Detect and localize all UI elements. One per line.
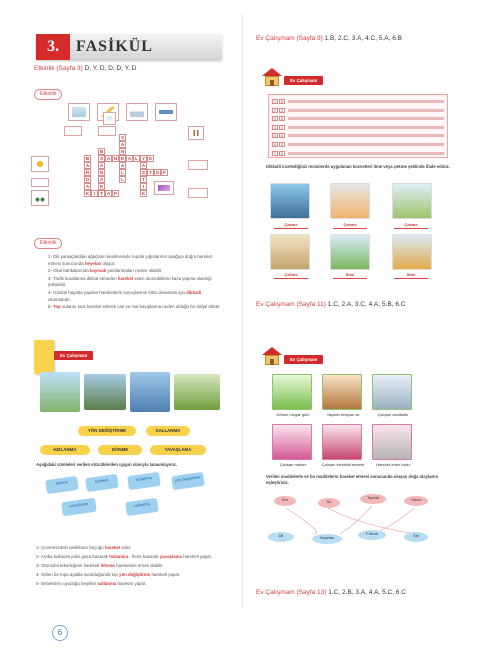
ev11-answers: 1.C, 2.A, 3.C, 4.A, 5.B, 6.C — [327, 301, 406, 308]
crossword-cell — [126, 162, 133, 169]
crossword-cell[interactable]: A — [120, 142, 125, 147]
statement-text-line — [288, 134, 444, 137]
ev13-answers: 1.C, 2.B, 3.A, 4.A, 5.C, 6.C — [328, 589, 406, 596]
crossword-cell — [112, 141, 119, 148]
chapter-banner — [36, 34, 222, 60]
fill-answer: yön değiştirme — [119, 572, 151, 577]
statement-number: 6 — [272, 142, 278, 147]
crossword-cell — [140, 141, 147, 148]
fill-text: 2- Araba kullanan polis gaza basarak — [36, 554, 110, 559]
crossword-cell[interactable]: K — [85, 191, 90, 196]
picture-mixer — [272, 424, 312, 460]
sentence-text: yandanmaları neden olabilir. — [106, 268, 163, 274]
ev-calismam-tab-2: Ev Çalışmam — [284, 355, 323, 364]
caption-row1-2: Çekme — [333, 222, 367, 229]
sentence-text: eden otomobillerin kaza yapma olasılığı yüksektir. — [48, 275, 212, 288]
statement-mark[interactable]: D — [280, 151, 284, 156]
statement-row — [272, 98, 444, 105]
crossword-cell — [168, 155, 175, 162]
crossword-cell[interactable]: S — [99, 156, 104, 161]
matter-bubble: Kar — [274, 496, 296, 506]
page-number: 6 — [52, 625, 68, 641]
crossword-cell — [168, 162, 175, 169]
crossword-cell — [161, 155, 168, 162]
picture-pulling-2 — [330, 183, 370, 219]
sentence-answer: hareket — [117, 275, 134, 281]
statement-mark[interactable]: D — [280, 134, 284, 139]
picture-pushing-2 — [392, 234, 432, 270]
statement-number: 5 — [272, 133, 278, 138]
crossword-cell — [154, 190, 161, 197]
ev9-answer-line — [256, 35, 402, 42]
crossword-cell — [126, 134, 133, 141]
sentence-text: oluşur. — [101, 260, 116, 266]
crossword-cell — [126, 169, 133, 176]
answer-box[interactable] — [31, 178, 49, 187]
crossword-cell[interactable]: A — [141, 163, 146, 168]
crossword-cell[interactable]: A — [106, 156, 111, 161]
answer-box[interactable] — [188, 160, 208, 170]
crossword-cell — [168, 134, 175, 141]
chapter-number: 3. — [36, 34, 70, 60]
crossword-cell[interactable]: A — [120, 163, 125, 168]
etkinlik-answers: D, Y, D, D, D, Y, D — [84, 65, 137, 72]
crossword-cell[interactable]: O — [155, 170, 160, 175]
crossword-cell[interactable]: T — [140, 176, 147, 183]
ev13-answer-line — [256, 589, 406, 596]
crossword-cell[interactable]: L — [119, 169, 126, 176]
statement-row — [272, 115, 444, 122]
statement-number: 2 — [272, 108, 278, 113]
photo-field — [174, 374, 220, 410]
crossword-cell — [161, 141, 168, 148]
crossword-cell[interactable]: S — [120, 135, 125, 140]
crossword-cell — [168, 148, 175, 155]
crossword-cell — [126, 176, 133, 183]
house-icon — [262, 347, 282, 365]
ev13-label: Ev Çalışmam (Sayfa 13) — [256, 589, 327, 596]
crossword-cell — [154, 176, 161, 183]
crossword-cell[interactable]: F — [161, 169, 168, 176]
crossword-cell — [98, 134, 105, 141]
sentence-text: 4- Günlük hayatta yapılan hareketlerin sonuçlarının kötü olmaması için — [48, 289, 187, 295]
house-icon — [262, 68, 282, 86]
fill-answer: sallanma — [97, 581, 117, 586]
bed-picture — [126, 103, 148, 121]
ev11-answer-line — [256, 301, 405, 308]
sentence-answer: dikkatli — [186, 289, 202, 295]
crossword-cell[interactable]: A — [99, 177, 104, 182]
crossword-cell — [105, 141, 112, 148]
crossword-cell — [147, 176, 154, 183]
statement-panel — [268, 94, 448, 158]
answer-box[interactable] — [64, 126, 82, 136]
crossword-cell[interactable]: N — [113, 156, 118, 161]
crossword-cell — [119, 190, 126, 197]
statement-number: 1 — [272, 99, 278, 104]
statement-mark[interactable]: D — [280, 143, 284, 147]
statement-text-line — [288, 152, 444, 155]
crossword-cell — [119, 183, 126, 190]
grid-caption: Yaydan fırlayan ok — [326, 412, 360, 417]
crossword-cell[interactable]: D — [85, 177, 90, 182]
crossword-cell — [154, 155, 161, 162]
matter-bubble: Su — [318, 498, 340, 508]
word-card: hareket — [85, 474, 119, 492]
crossword-cell[interactable]: B — [85, 156, 90, 161]
crossword-cell — [161, 183, 168, 190]
fill-text: , frene basarak — [128, 554, 160, 559]
crossword-cell[interactable]: Y — [141, 156, 146, 161]
grid-caption: Çalışan elektrikli testere — [321, 462, 365, 467]
photo-bicycle — [84, 374, 126, 410]
crossword-cell — [91, 183, 98, 190]
crossword-cell[interactable]: N — [99, 170, 104, 175]
column-divider — [242, 14, 243, 606]
statement-row — [272, 132, 444, 139]
crossword-cell — [84, 141, 91, 148]
word-card: yavaşlama — [61, 498, 97, 517]
crossword-cell — [126, 190, 133, 197]
picture-pinwheel — [272, 374, 312, 410]
fill-answer: hızlanma — [109, 554, 129, 559]
crossword-cell — [112, 169, 119, 176]
statement-text-line — [288, 143, 444, 146]
crossword-cell — [133, 141, 140, 148]
caption-row2-1: Çekme — [274, 272, 308, 279]
section-pill-etkinlik: Etkinlik — [34, 89, 62, 100]
glass-picture — [103, 112, 116, 125]
crossword-cell — [154, 148, 161, 155]
oval-donme: DÖNME — [98, 445, 142, 455]
crossword-cell — [168, 169, 175, 176]
sentence-text: olunmalıdır. — [48, 296, 71, 302]
etkinlik-label: Etkinlik (Sayfa 3) — [34, 65, 83, 72]
crossword-cell — [161, 162, 168, 169]
crossword-cell — [126, 148, 133, 155]
fill-answer: hareket — [104, 545, 121, 550]
event-bubble: Sel — [404, 532, 428, 542]
crossword-cell — [112, 176, 119, 183]
sentence — [48, 290, 224, 303]
picture-saw — [322, 424, 362, 460]
statement-number: 4 — [272, 125, 278, 130]
crossword-cell[interactable]: L — [133, 155, 140, 162]
fill-text: hareketi yapar. — [150, 572, 181, 577]
sentence-text: 5- — [48, 304, 54, 310]
oval-sallanma: SALLANMA — [146, 426, 190, 436]
crossword-cell — [105, 169, 112, 176]
crossword-cell — [133, 148, 140, 155]
crossword-cell — [154, 141, 161, 148]
crossword-cell[interactable]: T — [98, 190, 105, 197]
word-card: hızlanma — [127, 472, 161, 490]
fill-text: 5- Bebeklerin uyuduğu beşikler — [36, 581, 98, 586]
picture-hairdryer — [372, 424, 412, 460]
statement-number: 7 — [272, 151, 278, 156]
crossword-cell[interactable]: R — [85, 170, 90, 175]
picture-pulling-4 — [270, 234, 310, 270]
caption-row1-1: Çekme — [274, 222, 308, 229]
crossword-cell — [91, 176, 98, 183]
crossword-cell — [147, 162, 154, 169]
crossword-cell[interactable]: T — [147, 169, 154, 176]
window-picture — [68, 103, 90, 121]
crossword-cell — [91, 148, 98, 155]
crossword-cell[interactable]: I — [91, 190, 98, 197]
crossword-cell[interactable]: E — [148, 156, 153, 161]
crossword-cell — [105, 183, 112, 190]
sentence — [48, 304, 224, 311]
crossword-cell — [154, 183, 161, 190]
picture-pulling-1 — [270, 183, 310, 219]
statement-mark[interactable]: D — [280, 117, 284, 122]
crossword-cell — [168, 176, 175, 183]
crossword-cell — [140, 148, 147, 155]
word-card: yön değiştirme — [171, 472, 205, 490]
statement-row — [272, 107, 444, 114]
sentence — [48, 276, 224, 289]
crossword-cell — [133, 190, 140, 197]
crossword-cell[interactable]: A — [85, 184, 90, 189]
crossword-cell[interactable]: A — [85, 163, 90, 168]
crossword-grid — [84, 134, 175, 197]
picture-fan — [372, 374, 412, 410]
crossword-cell — [105, 162, 112, 169]
ev-calismam-tab: Ev Çalışmam — [54, 351, 93, 360]
crossword-cell — [105, 134, 112, 141]
crossword-cell — [147, 183, 154, 190]
fill-text: hareketi yapar. — [116, 581, 147, 586]
crossword-cell[interactable]: L — [119, 176, 126, 183]
statement-number: 3 — [272, 116, 278, 121]
ev11-label: Ev Çalışmam (Sayfa 11) — [256, 301, 326, 308]
statement-text-line — [288, 117, 444, 120]
crossword-cell — [133, 169, 140, 176]
grid-caption: Çalışan mikser — [279, 462, 307, 467]
fill-sentence — [36, 552, 226, 561]
crossword-cell — [161, 134, 168, 141]
statement-row — [272, 124, 444, 131]
event-bubble: Heyelan — [312, 534, 342, 544]
picture-pushing-1 — [330, 234, 370, 270]
crossword-cell — [98, 141, 105, 148]
statement-row — [272, 141, 444, 148]
fill-text: 4- Gelen bir topa ayakla vurulduğunda top — [36, 572, 119, 577]
crossword-cell — [133, 176, 140, 183]
event-bubble: Dil — [268, 532, 294, 542]
grid-caption: Çalışan vantilatör — [377, 412, 409, 417]
crossword-cell[interactable]: S — [141, 170, 146, 175]
fill-sentence — [36, 561, 226, 570]
crossword-cell — [154, 162, 161, 169]
crossword-cell[interactable]: D — [120, 156, 125, 161]
chapter-title: FASİKÜL — [76, 38, 153, 55]
statement-text-line — [288, 126, 444, 129]
fill-text: hareketi yapar. — [181, 554, 213, 559]
crossword-cell[interactable]: K — [141, 191, 146, 196]
crossword-cell — [126, 183, 133, 190]
sentence-text: 1- Dik yamaçlardaki ağaçların kesilmesiyle toprak yığınlarının aşağıya doğru hareket etmesi sonucunda — [48, 254, 212, 266]
section-pill-etkinlik-2: Etkinlik — [34, 238, 62, 249]
crossword-cell — [84, 148, 91, 155]
fill-text: 1- Çevremizdeki varlıkların birçoğu — [36, 545, 105, 550]
fill-text: 3- Otomobil tekerleğinin hareketi — [36, 563, 101, 568]
event-bubble: Fırtına — [358, 530, 386, 540]
crossword-cell — [161, 190, 168, 197]
crossword-cell — [140, 134, 147, 141]
crossword-cell — [133, 162, 140, 169]
crossword-cell — [91, 169, 98, 176]
crossword-cell — [133, 183, 140, 190]
statement-row — [272, 150, 444, 157]
matter-bubble: Toprak — [360, 494, 386, 504]
sticky-note — [34, 340, 54, 374]
sentence-answer: heyelan — [84, 260, 102, 266]
sentence — [48, 268, 224, 275]
oval-yavaslama: YAVAŞLAMA — [150, 445, 206, 455]
sentence-text: 2- Okul bankalarında — [48, 268, 90, 274]
crossword-cell — [126, 141, 133, 148]
fill-sentence — [36, 543, 226, 552]
crossword-cell[interactable]: B — [99, 149, 104, 154]
statement-mark[interactable]: D — [280, 108, 284, 113]
ev9-label: Ev Çalışmam (Sayfa 9) — [256, 35, 323, 42]
caption-row2-2: İtme — [333, 272, 367, 279]
sentence-answer: Top — [53, 304, 61, 310]
crossword-cell — [112, 162, 119, 169]
crossword-cell — [112, 148, 119, 155]
crossword-cell — [154, 134, 161, 141]
sentence — [48, 254, 224, 267]
answer-box[interactable] — [188, 188, 208, 198]
grid-caption: Dönen rüzgâr gülü — [276, 412, 310, 417]
ev9-answers: 1.B, 2.C, 3.A, 4.C, 5.A, 6.B — [324, 35, 402, 42]
crossword-cell — [147, 148, 154, 155]
photo-road — [130, 372, 170, 412]
fill-sentence-list — [36, 543, 226, 588]
fill-answer: yavaşlama — [159, 554, 182, 559]
etkinlik-answer-line — [34, 65, 137, 72]
fill-answer: dönme — [100, 563, 115, 568]
statement-mark[interactable]: Y — [280, 125, 284, 130]
crossword-cell — [112, 183, 119, 190]
crossword-cell — [91, 134, 98, 141]
photo-sky — [40, 372, 80, 412]
picture-pulling-3 — [392, 183, 432, 219]
sentence-list — [48, 254, 224, 312]
fill-sentence — [36, 570, 226, 579]
crossword-cell — [147, 190, 154, 197]
crossword-cell[interactable]: A — [106, 191, 111, 196]
crossword-cell — [161, 176, 168, 183]
crossword-cell — [91, 141, 98, 148]
statement-text-line — [288, 109, 444, 112]
crossword-cell — [161, 148, 168, 155]
crossword-cell[interactable]: N — [120, 149, 125, 154]
word-instruction: Aşağıdaki cümleleri verilen sözcüklerden uygun olanıyla tamamlayınız. — [36, 462, 178, 467]
sentence-text: sularını kuzi hareket ederek can ve mal kayıplarına neden olduğu bir doğal afettir. — [60, 304, 221, 310]
crossword-cell[interactable]: P — [113, 191, 118, 196]
statement-text-line — [288, 100, 444, 103]
statement-mark[interactable]: D — [280, 100, 284, 104]
oval-yon-degistirme: YÖN DEĞİŞTİRME — [78, 426, 136, 436]
matter-bubble: Hava — [404, 496, 428, 506]
word-card: sallanma — [125, 498, 159, 516]
crossword-cell — [133, 134, 140, 141]
sun-picture — [31, 156, 49, 172]
fill-sentence — [36, 579, 226, 588]
crossword-cell — [168, 141, 175, 148]
crossword-cell — [168, 190, 175, 197]
crossword-cell — [91, 162, 98, 169]
oval-hizlanma: HIZLANMA — [40, 445, 90, 455]
sentence-answer: kaymak — [89, 268, 107, 274]
crossword-cell — [168, 183, 175, 190]
fill-text: hareketine örnek olabilir. — [114, 563, 164, 568]
push-pull-instruction: Dikkatli incelediğiniz resimlerde uygulanan kuvvetleri itme veya çekme şeklinde ifade ediniz. — [266, 164, 450, 169]
bicycle-picture — [31, 190, 49, 206]
fill-text: eder. — [120, 545, 132, 550]
crossword-cell — [105, 148, 112, 155]
matching-instruction: Verilen maddelerle ve bu maddelerin hareket etmesi sonucunda oluşan doğa olaylarını eşleştiriniz. — [266, 474, 438, 485]
ev-calismam-tab-1: Ev Çalışmam — [284, 76, 323, 85]
crossword-cell — [147, 134, 154, 141]
crossword-cell[interactable]: A — [99, 163, 104, 168]
book-picture — [155, 103, 177, 121]
caption-row2-3: İtme — [394, 272, 428, 279]
crossword-cell — [147, 141, 154, 148]
picture-archer — [322, 374, 362, 410]
grid-caption: Hareket eden tozlu — [376, 462, 410, 467]
crossword-cell — [84, 134, 91, 141]
crossword-cell — [91, 155, 98, 162]
crossword-cell[interactable]: K — [99, 184, 104, 189]
crossword-cell[interactable]: A — [127, 156, 132, 161]
crossword-cell[interactable]: I — [140, 183, 147, 190]
crossword-cell — [112, 134, 119, 141]
caption-row1-3: Çekme — [394, 222, 428, 229]
word-card: dönme — [45, 476, 79, 494]
crossword-cell — [105, 176, 112, 183]
sentence-text: 3- Trafik kurallarına dikkat etmeden — [48, 275, 118, 281]
chair-picture — [188, 126, 204, 140]
